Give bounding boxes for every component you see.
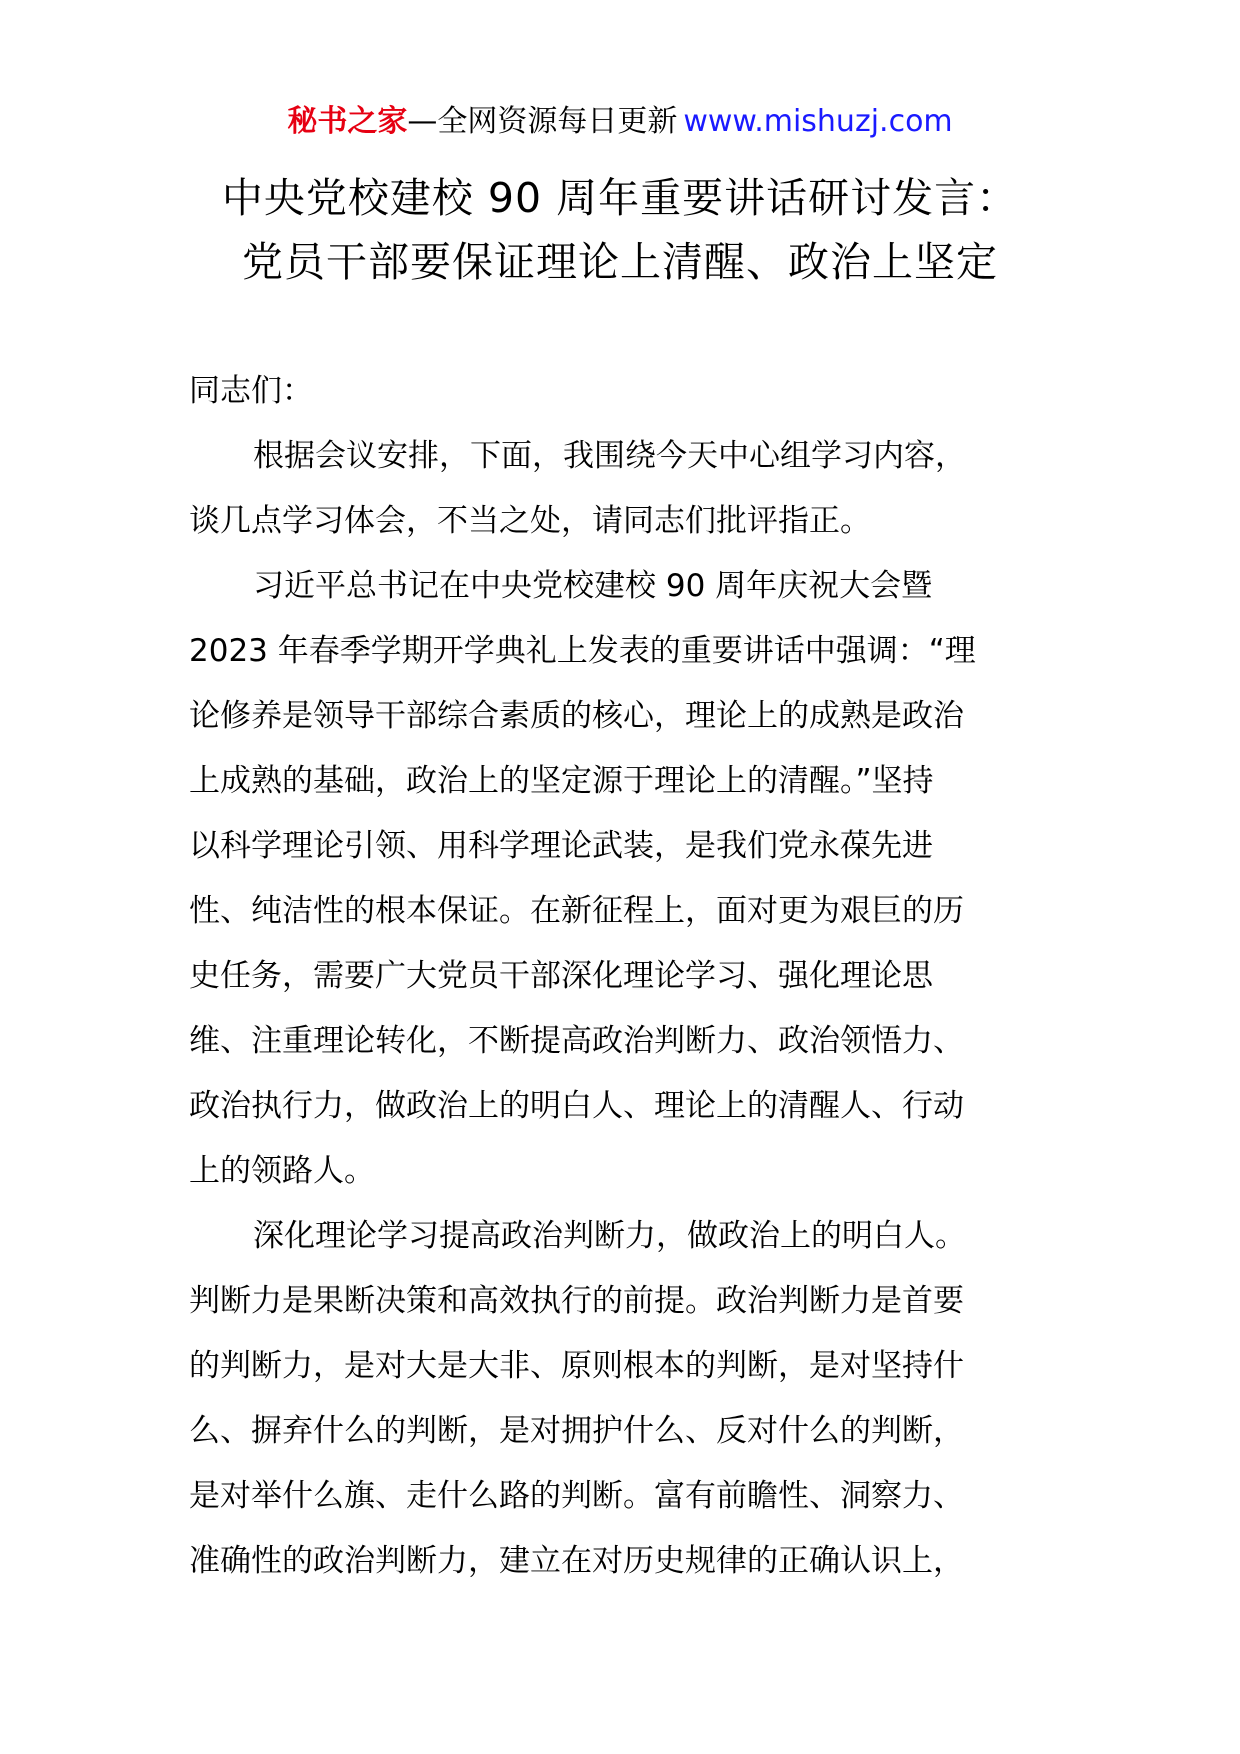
paragraph-line: 准确性的政治判断力，建立在对历史规律的正确认识上， — [189, 1543, 964, 1579]
paragraph-line: 论修养是领导干部综合素质的核心，理论上的成熟是政治 — [189, 698, 964, 734]
document-title — [0, 166, 1240, 294]
paragraph-line: 维、注重理论转化，不断提高政治判断力、政治领悟力、 — [189, 1023, 964, 1059]
paragraph-line: 谈几点学习体会，不当之处，请同志们批评指正。 — [189, 503, 871, 539]
salutation: 同志们： — [189, 373, 313, 409]
paragraph-line: 性、纯洁性的根本保证。在新征程上，面对更为艰巨的历 — [189, 893, 964, 929]
paragraph-line: 政治执行力，做政治上的明白人、理论上的清醒人、行动 — [189, 1088, 964, 1124]
paragraph-line: 根据会议安排，下面，我围绕今天中心组学习内容， — [253, 438, 966, 474]
title-line-1: 中央党校建校 90 周年重要讲话研讨发言： — [221, 174, 1019, 222]
paragraph-line: 以科学理论引领、用科学理论武装，是我们党永葆先进 — [189, 828, 933, 864]
paragraph-line: 2023 年春季学期开学典礼上发表的重要讲话中强调：“理 — [189, 633, 976, 669]
header-tagline: —全网资源每日更新 — [407, 104, 678, 139]
paragraph-line: 的判断力，是对大是大非、原则根本的判断，是对坚持什 — [189, 1348, 964, 1384]
paragraph-line: 习近平总书记在中央党校建校 90 周年庆祝大会暨 — [253, 568, 933, 604]
brand-name: 秘书之家 — [287, 104, 408, 139]
document-body — [189, 359, 1057, 1594]
title-line-2: 党员干部要保证理论上清醒、政治上坚定 — [242, 238, 998, 286]
paragraph-line: 上成熟的基础，政治上的坚定源于理论上的清醒。”坚持 — [189, 763, 934, 799]
site-url-link[interactable]: www.mishuzj.com — [683, 104, 953, 139]
paragraph-line: 上的领路人。 — [189, 1153, 375, 1189]
paragraph-line: 史任务，需要广大党员干部深化理论学习、强化理论思 — [189, 958, 933, 994]
paragraph-line: 是对举什么旗、走什么路的判断。富有前瞻性、洞察力、 — [189, 1478, 964, 1514]
paragraph-line: 深化理论学习提高政治判断力，做政治上的明白人。 — [253, 1218, 966, 1254]
paragraph-line: 么、摒弃什么的判断，是对拥护什么、反对什么的判断， — [189, 1413, 964, 1449]
paragraph-line: 判断力是果断决策和高效执行的前提。政治判断力是首要 — [189, 1283, 964, 1319]
site-header — [0, 100, 1240, 144]
